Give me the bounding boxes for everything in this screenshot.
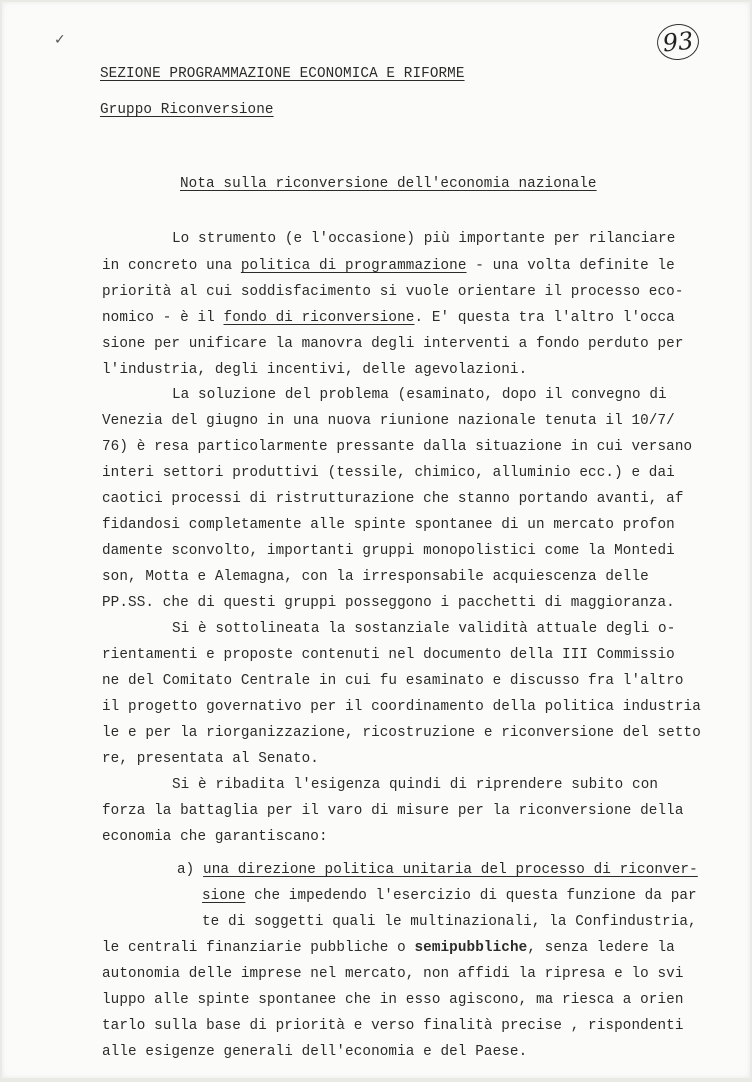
body-text: PP.SS. che di questi gruppi posseggono i pacchetti di maggioranza. (102, 595, 675, 611)
body-line (102, 829, 328, 845)
group-heading: Gruppo Riconversione (100, 102, 274, 118)
underlined-phrase: sione (202, 888, 246, 904)
body-line (102, 491, 684, 507)
body-line (202, 914, 697, 930)
body-line (102, 1018, 684, 1034)
body-text: caotici processi di ristrutturazione che stanno portando avanti, af (102, 491, 684, 507)
body-text: che impedendo l'esercizio di questa funzione da par (245, 888, 697, 904)
body-text: luppo alle spinte spontanee che in esso agiscono, ma riesca a orien (102, 992, 684, 1008)
body-text: Venezia del giugno in una nuova riunione nazionale tenuta il 10/7/ (102, 413, 675, 429)
list-item-a (177, 862, 698, 878)
body-text: rientamenti e proposte contenuti nel documento della III Commissio (102, 647, 675, 663)
body-text: alle esigenze generali dell'economia e del Paese. (102, 1044, 528, 1060)
body-line (102, 647, 675, 663)
body-line (172, 231, 675, 247)
body-line (202, 888, 697, 904)
body-line (102, 413, 675, 429)
body-text: le e per la riorganizzazione, ricostruzione e riconversione del setto (102, 725, 701, 741)
body-text: sione per unificare la manovra degli interventi a fondo perduto per (102, 336, 684, 352)
body-text: re, presentata al Senato. (102, 751, 319, 767)
body-line (102, 465, 675, 481)
body-line (102, 336, 684, 352)
body-line (102, 992, 684, 1008)
body-line (102, 595, 675, 611)
body-line (102, 284, 684, 300)
body-line (102, 258, 675, 274)
circled-page-number: 93 (655, 22, 701, 62)
body-text: son, Motta e Alemagna, con la irresponsabile acquiescenza delle (102, 569, 649, 585)
body-text: l'industria, degli incentivi, delle agevolazioni. (102, 362, 528, 378)
body-text: in concreto una (102, 258, 241, 274)
body-text: - una volta definite le (466, 258, 675, 274)
bold-word: semipubbliche (414, 940, 528, 956)
body-text: damente sconvolto, importanti gruppi monopolistici come la Montedi (102, 543, 675, 559)
body-text: il progetto governativo per il coordinamento della politica industria (102, 699, 701, 715)
body-text: , senza ledere la (527, 940, 675, 956)
document-page (2, 2, 750, 1078)
body-line (172, 621, 675, 637)
body-line (102, 569, 649, 585)
body-text: La soluzione del problema (esaminato, dopo il convegno di (172, 387, 667, 403)
body-text: priorità al cui soddisfacimento si vuole orientare il processo eco- (102, 284, 684, 300)
body-line (102, 966, 684, 982)
underlined-phrase: una direzione politica unitaria del processo di riconver- (203, 862, 698, 878)
section-heading: SEZIONE PROGRAMMAZIONE ECONOMICA E RIFORME (100, 66, 465, 82)
body-line (102, 310, 675, 326)
body-text: ne del Comitato Centrale in cui fu esaminato e discusso fra l'altro (102, 673, 684, 689)
body-text: autonomia delle imprese nel mercato, non affidi la ripresa e lo svi (102, 966, 684, 982)
body-line (102, 940, 675, 956)
body-text: le centrali finanziarie pubbliche o (102, 940, 415, 956)
body-line (102, 725, 701, 741)
body-line (102, 543, 675, 559)
body-line (172, 777, 658, 793)
body-line (102, 517, 675, 533)
list-marker: a) (177, 862, 204, 878)
body-text: interi settori produttivi (tessile, chimico, alluminio ecc.) e dai (102, 465, 675, 481)
body-text: te di soggetti quali le multinazionali, la Confindustria, (202, 914, 697, 930)
body-line (102, 1044, 527, 1060)
body-text: fidandosi completamente alle spinte spontanee di un mercato profon (102, 517, 675, 533)
body-text: tarlo sulla base di priorità e verso finalità precise , rispondenti (102, 1018, 684, 1034)
body-line (102, 803, 684, 819)
body-line (102, 362, 527, 378)
body-text: Si è ribadita l'esigenza quindi di riprendere subito con (172, 777, 659, 793)
body-line (102, 751, 319, 767)
body-line (172, 387, 667, 403)
body-text: nomico - è il (102, 310, 224, 326)
pen-mark-icon: ✓ (54, 32, 66, 48)
body-line (102, 673, 684, 689)
body-text: . E' questa tra l'altro l'occa (414, 310, 675, 326)
body-text: forza la battaglia per il varo di misure per la riconversione della (102, 803, 684, 819)
body-text: Si è sottolineata la sostanziale validità attuale degli o- (172, 621, 676, 637)
underlined-phrase: fondo di riconversione (223, 310, 415, 326)
body-text: economia che garantiscano: (102, 829, 328, 845)
body-text: 76) è resa particolarmente pressante dalla situazione in cui versano (102, 439, 693, 455)
body-line (102, 439, 692, 455)
body-line (102, 699, 701, 715)
body-text: Lo strumento (e l'occasione) più importante per rilanciare (172, 231, 676, 247)
underlined-phrase: politica di programmazione (240, 258, 467, 274)
document-title: Nota sulla riconversione dell'economia nazionale (180, 176, 597, 192)
